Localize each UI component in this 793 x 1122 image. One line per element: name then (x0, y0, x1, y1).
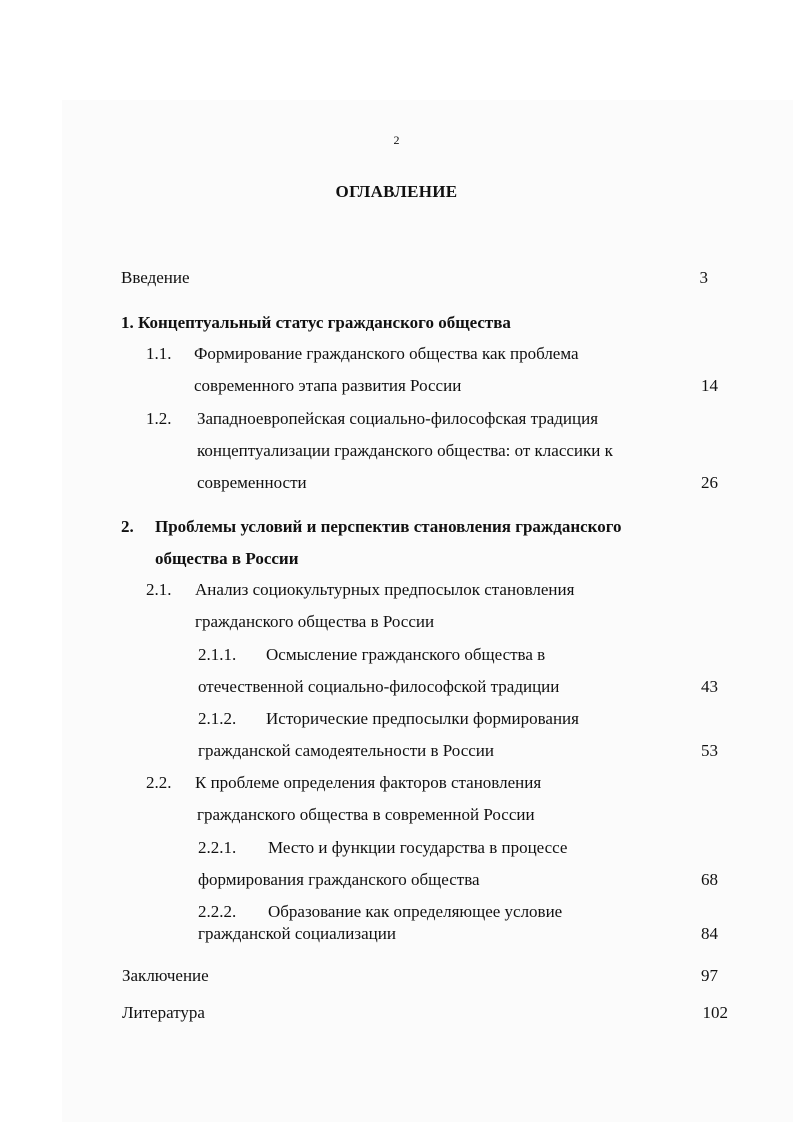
toc-subsection-2-2-2-title-cont[interactable]: гражданской социализации (198, 924, 396, 943)
toc-subsection-2-1-2-title-cont[interactable]: гражданской самодеятельности в России (198, 741, 494, 760)
toc-subsection-2-1-2-number: 2.1.2. (198, 709, 237, 728)
toc-entry-conclusion[interactable]: Заключение (122, 966, 209, 985)
toc-section-1-2-title[interactable]: Западноевропейская социально-философская традиция (197, 409, 599, 428)
toc-page-literature: 102 (702, 1003, 728, 1022)
toc-entry-intro[interactable]: Введение (121, 268, 190, 287)
toc-page-conclusion: 97 (701, 966, 718, 985)
page-number: 2 (393, 133, 400, 147)
toc-subsection-2-2-1-title-cont[interactable]: формирования гражданского общества (198, 870, 480, 889)
toc-section-2-2-title-cont[interactable]: гражданского общества в современной России (197, 805, 535, 824)
toc-page-1-2: 26 (701, 473, 718, 492)
toc-section-1-1-title[interactable]: Формирование гражданского общества как проблема (194, 344, 579, 363)
toc-subsection-2-2-2-title[interactable]: Образование как определяющее условие (268, 902, 563, 921)
toc-chapter-2-number: 2. (121, 517, 134, 536)
page-title: ОГЛАВЛЕНИЕ (335, 182, 458, 201)
toc-section-2-2-number: 2.2. (146, 773, 172, 792)
toc-page-2-2-2: 84 (701, 924, 718, 943)
toc-page-2-2-1: 68 (701, 870, 718, 889)
toc-subsection-2-2-1-title[interactable]: Место и функции государства в процессе (268, 838, 568, 857)
toc-chapter-1[interactable]: 1. Концептуальный статус гражданского общества (121, 313, 511, 332)
toc-subsection-2-1-1-number: 2.1.1. (198, 645, 237, 664)
toc-section-2-2-title[interactable]: К проблеме определения факторов становления (195, 773, 542, 792)
toc-page-2-1-2: 53 (701, 741, 718, 760)
toc-section-1-2-title-cont[interactable]: концептуализации гражданского общества: от классики к (197, 441, 613, 460)
toc-chapter-2-title-cont[interactable]: общества в России (155, 549, 299, 568)
toc-subsection-2-1-1-title[interactable]: Осмысление гражданского общества в (266, 645, 546, 664)
toc-subsection-2-1-1-title-cont[interactable]: отечественной социально-философской традиции (198, 677, 560, 696)
toc-section-1-2-title-cont2[interactable]: современности (197, 473, 307, 492)
toc-section-1-1-title-cont[interactable]: современного этапа развития России (194, 376, 462, 395)
toc-subsection-2-2-2-number: 2.2.2. (198, 902, 237, 921)
toc-chapter-2-title[interactable]: Проблемы условий и перспектив становления гражданского (155, 517, 622, 536)
toc-page-2-1-1: 43 (701, 677, 718, 696)
toc-section-2-1-title-cont[interactable]: гражданского общества в России (195, 612, 435, 631)
toc-page-1-1: 14 (701, 376, 718, 395)
toc-section-2-1-title[interactable]: Анализ социокультурных предпосылок становления (195, 580, 575, 599)
toc-subsection-2-2-1-number: 2.2.1. (198, 838, 237, 857)
toc-section-2-1-number: 2.1. (146, 580, 172, 599)
toc-page-intro: 3 (699, 268, 708, 287)
toc-section-1-1-number: 1.1. (146, 344, 172, 363)
toc-subsection-2-1-2-title[interactable]: Исторические предпосылки формирования (266, 709, 579, 728)
toc-entry-literature[interactable]: Литература (122, 1003, 205, 1022)
toc-section-1-2-number: 1.2. (146, 409, 172, 428)
